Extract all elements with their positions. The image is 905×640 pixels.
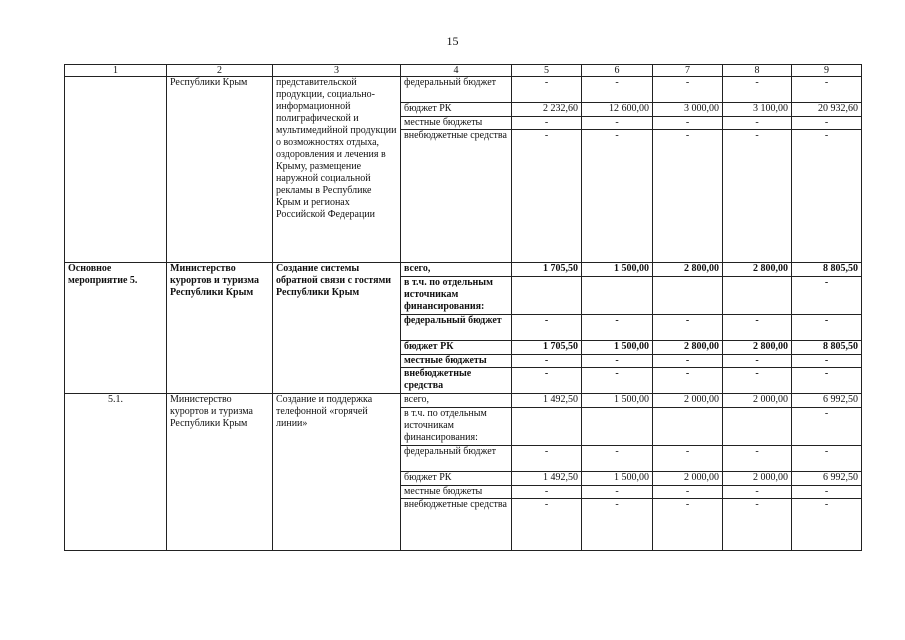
value-cell: 12 600,00 bbox=[582, 103, 653, 117]
funding-source: бюджет РК bbox=[401, 341, 512, 355]
total-cell: 20 932,60 bbox=[792, 103, 862, 117]
value-cell: - bbox=[792, 277, 862, 315]
funding-source: всего, bbox=[401, 263, 512, 277]
value-cell: - bbox=[792, 486, 862, 499]
funding-source: всего, bbox=[401, 394, 512, 408]
value-cell: - bbox=[792, 446, 862, 472]
value-cell: - bbox=[723, 368, 792, 394]
value-cell: - bbox=[582, 355, 653, 368]
value-cell: - bbox=[582, 130, 653, 263]
value-cell: 2 000,00 bbox=[653, 394, 723, 408]
col-header-9: 9 bbox=[792, 65, 862, 77]
value-cell: - bbox=[792, 130, 862, 263]
value-cell: 2 000,00 bbox=[723, 394, 792, 408]
value-cell: - bbox=[792, 355, 862, 368]
activity-number: 5.1. bbox=[65, 394, 167, 551]
total-cell: 8 805,50 bbox=[792, 341, 862, 355]
value-cell bbox=[653, 408, 723, 446]
value-cell: - bbox=[582, 368, 653, 394]
value-cell bbox=[653, 277, 723, 315]
activity-number: Основное мероприятие 5. bbox=[65, 263, 167, 394]
col-header-5: 5 bbox=[512, 65, 582, 77]
table-row bbox=[65, 263, 862, 277]
value-cell bbox=[582, 408, 653, 446]
header-row bbox=[65, 65, 862, 77]
value-cell: 1 500,00 bbox=[582, 263, 653, 277]
value-cell: - bbox=[512, 77, 582, 103]
funding-source: в т.ч. по отдельным источникам финансирования: bbox=[401, 277, 512, 315]
table-row bbox=[65, 394, 862, 408]
value-cell: 1 500,00 bbox=[582, 394, 653, 408]
value-cell: - bbox=[582, 77, 653, 103]
value-cell bbox=[512, 408, 582, 446]
page-number: 15 bbox=[446, 34, 459, 48]
total-cell: 8 805,50 bbox=[792, 263, 862, 277]
value-cell: 1 705,50 bbox=[512, 341, 582, 355]
executor: Министерство курортов и туризма Республики Крым bbox=[167, 394, 273, 551]
value-cell: 2 800,00 bbox=[723, 263, 792, 277]
value-cell: 2 800,00 bbox=[653, 263, 723, 277]
value-cell: - bbox=[512, 315, 582, 341]
col-header-1: 1 bbox=[65, 65, 167, 77]
value-cell: - bbox=[653, 130, 723, 263]
value-cell: - bbox=[653, 446, 723, 472]
value-cell: 3 000,00 bbox=[653, 103, 723, 117]
value-cell: - bbox=[512, 446, 582, 472]
value-cell: - bbox=[582, 315, 653, 341]
col-header-3: 3 bbox=[273, 65, 401, 77]
col-header-4: 4 bbox=[401, 65, 512, 77]
funding-source: в т.ч. по отдельным источникам финансирования: bbox=[401, 408, 512, 446]
value-cell bbox=[723, 408, 792, 446]
value-cell: - bbox=[792, 315, 862, 341]
funding-source: местные бюджеты bbox=[401, 117, 512, 130]
value-cell: - bbox=[512, 355, 582, 368]
value-cell: - bbox=[792, 408, 862, 446]
value-cell: - bbox=[512, 486, 582, 499]
funding-source: федеральный бюджет bbox=[401, 315, 512, 341]
value-cell: - bbox=[723, 355, 792, 368]
col-header-6: 6 bbox=[582, 65, 653, 77]
value-cell: - bbox=[792, 368, 862, 394]
executor: Республики Крым bbox=[167, 77, 273, 263]
funding-source: бюджет РК bbox=[401, 103, 512, 117]
value-cell: - bbox=[512, 117, 582, 130]
value-cell: - bbox=[723, 499, 792, 551]
value-cell: 2 000,00 bbox=[723, 472, 792, 486]
funding-source: бюджет РК bbox=[401, 472, 512, 486]
value-cell: 2 800,00 bbox=[653, 341, 723, 355]
value-cell: - bbox=[723, 117, 792, 130]
value-cell bbox=[723, 277, 792, 315]
value-cell bbox=[582, 277, 653, 315]
value-cell: 2 000,00 bbox=[653, 472, 723, 486]
value-cell: - bbox=[653, 77, 723, 103]
funding-source: местные бюджеты bbox=[401, 355, 512, 368]
value-cell: - bbox=[792, 499, 862, 551]
value-cell: - bbox=[723, 77, 792, 103]
activity-name: представительской продукции, социально-информационной полиграфической и мультимедийной продукции о возможностях отдыха, оздоровления и лечения в Крыму, размещение наружной социальной рекламы в Республике Крым и регионах Российской Федерации bbox=[273, 77, 401, 263]
funding-source: местные бюджеты bbox=[401, 486, 512, 499]
col-header-8: 8 bbox=[723, 65, 792, 77]
value-cell: - bbox=[653, 355, 723, 368]
value-cell: - bbox=[653, 486, 723, 499]
funding-source: внебюджетные средства bbox=[401, 499, 512, 551]
funding-source: внебюджетные средства bbox=[401, 368, 512, 394]
value-cell: - bbox=[723, 486, 792, 499]
value-cell: - bbox=[582, 499, 653, 551]
total-cell: 6 992,50 bbox=[792, 394, 862, 408]
col-header-7: 7 bbox=[653, 65, 723, 77]
value-cell: - bbox=[653, 368, 723, 394]
activity-name: Создание и поддержка телефонной «горячей линии» bbox=[273, 394, 401, 551]
value-cell: - bbox=[582, 486, 653, 499]
value-cell: 1 492,50 bbox=[512, 472, 582, 486]
table-row bbox=[65, 77, 862, 103]
value-cell: - bbox=[723, 130, 792, 263]
value-cell: - bbox=[653, 315, 723, 341]
col-header-2: 2 bbox=[167, 65, 273, 77]
value-cell bbox=[512, 277, 582, 315]
value-cell: - bbox=[582, 117, 653, 130]
funding-source: федеральный бюджет bbox=[401, 446, 512, 472]
value-cell: - bbox=[723, 315, 792, 341]
budget-table bbox=[64, 64, 862, 551]
value-cell: 2 800,00 bbox=[723, 341, 792, 355]
value-cell: 1 500,00 bbox=[582, 472, 653, 486]
value-cell: - bbox=[512, 499, 582, 551]
value-cell: - bbox=[792, 77, 862, 103]
executor: Министерство курортов и туризма Республики Крым bbox=[167, 263, 273, 394]
value-cell: - bbox=[512, 368, 582, 394]
value-cell: 1 492,50 bbox=[512, 394, 582, 408]
value-cell: - bbox=[512, 130, 582, 263]
value-cell: 1 500,00 bbox=[582, 341, 653, 355]
value-cell: 3 100,00 bbox=[723, 103, 792, 117]
value-cell: - bbox=[582, 446, 653, 472]
value-cell: 1 705,50 bbox=[512, 263, 582, 277]
value-cell: - bbox=[653, 499, 723, 551]
value-cell: - bbox=[792, 117, 862, 130]
value-cell: - bbox=[653, 117, 723, 130]
funding-source: федеральный бюджет bbox=[401, 77, 512, 103]
value-cell: 2 232,60 bbox=[512, 103, 582, 117]
value-cell: - bbox=[723, 446, 792, 472]
total-cell: 6 992,50 bbox=[792, 472, 862, 486]
activity-number bbox=[65, 77, 167, 263]
activity-name: Создание системы обратной связи с гостями Республики Крым bbox=[273, 263, 401, 394]
funding-source: внебюджетные средства bbox=[401, 130, 512, 263]
